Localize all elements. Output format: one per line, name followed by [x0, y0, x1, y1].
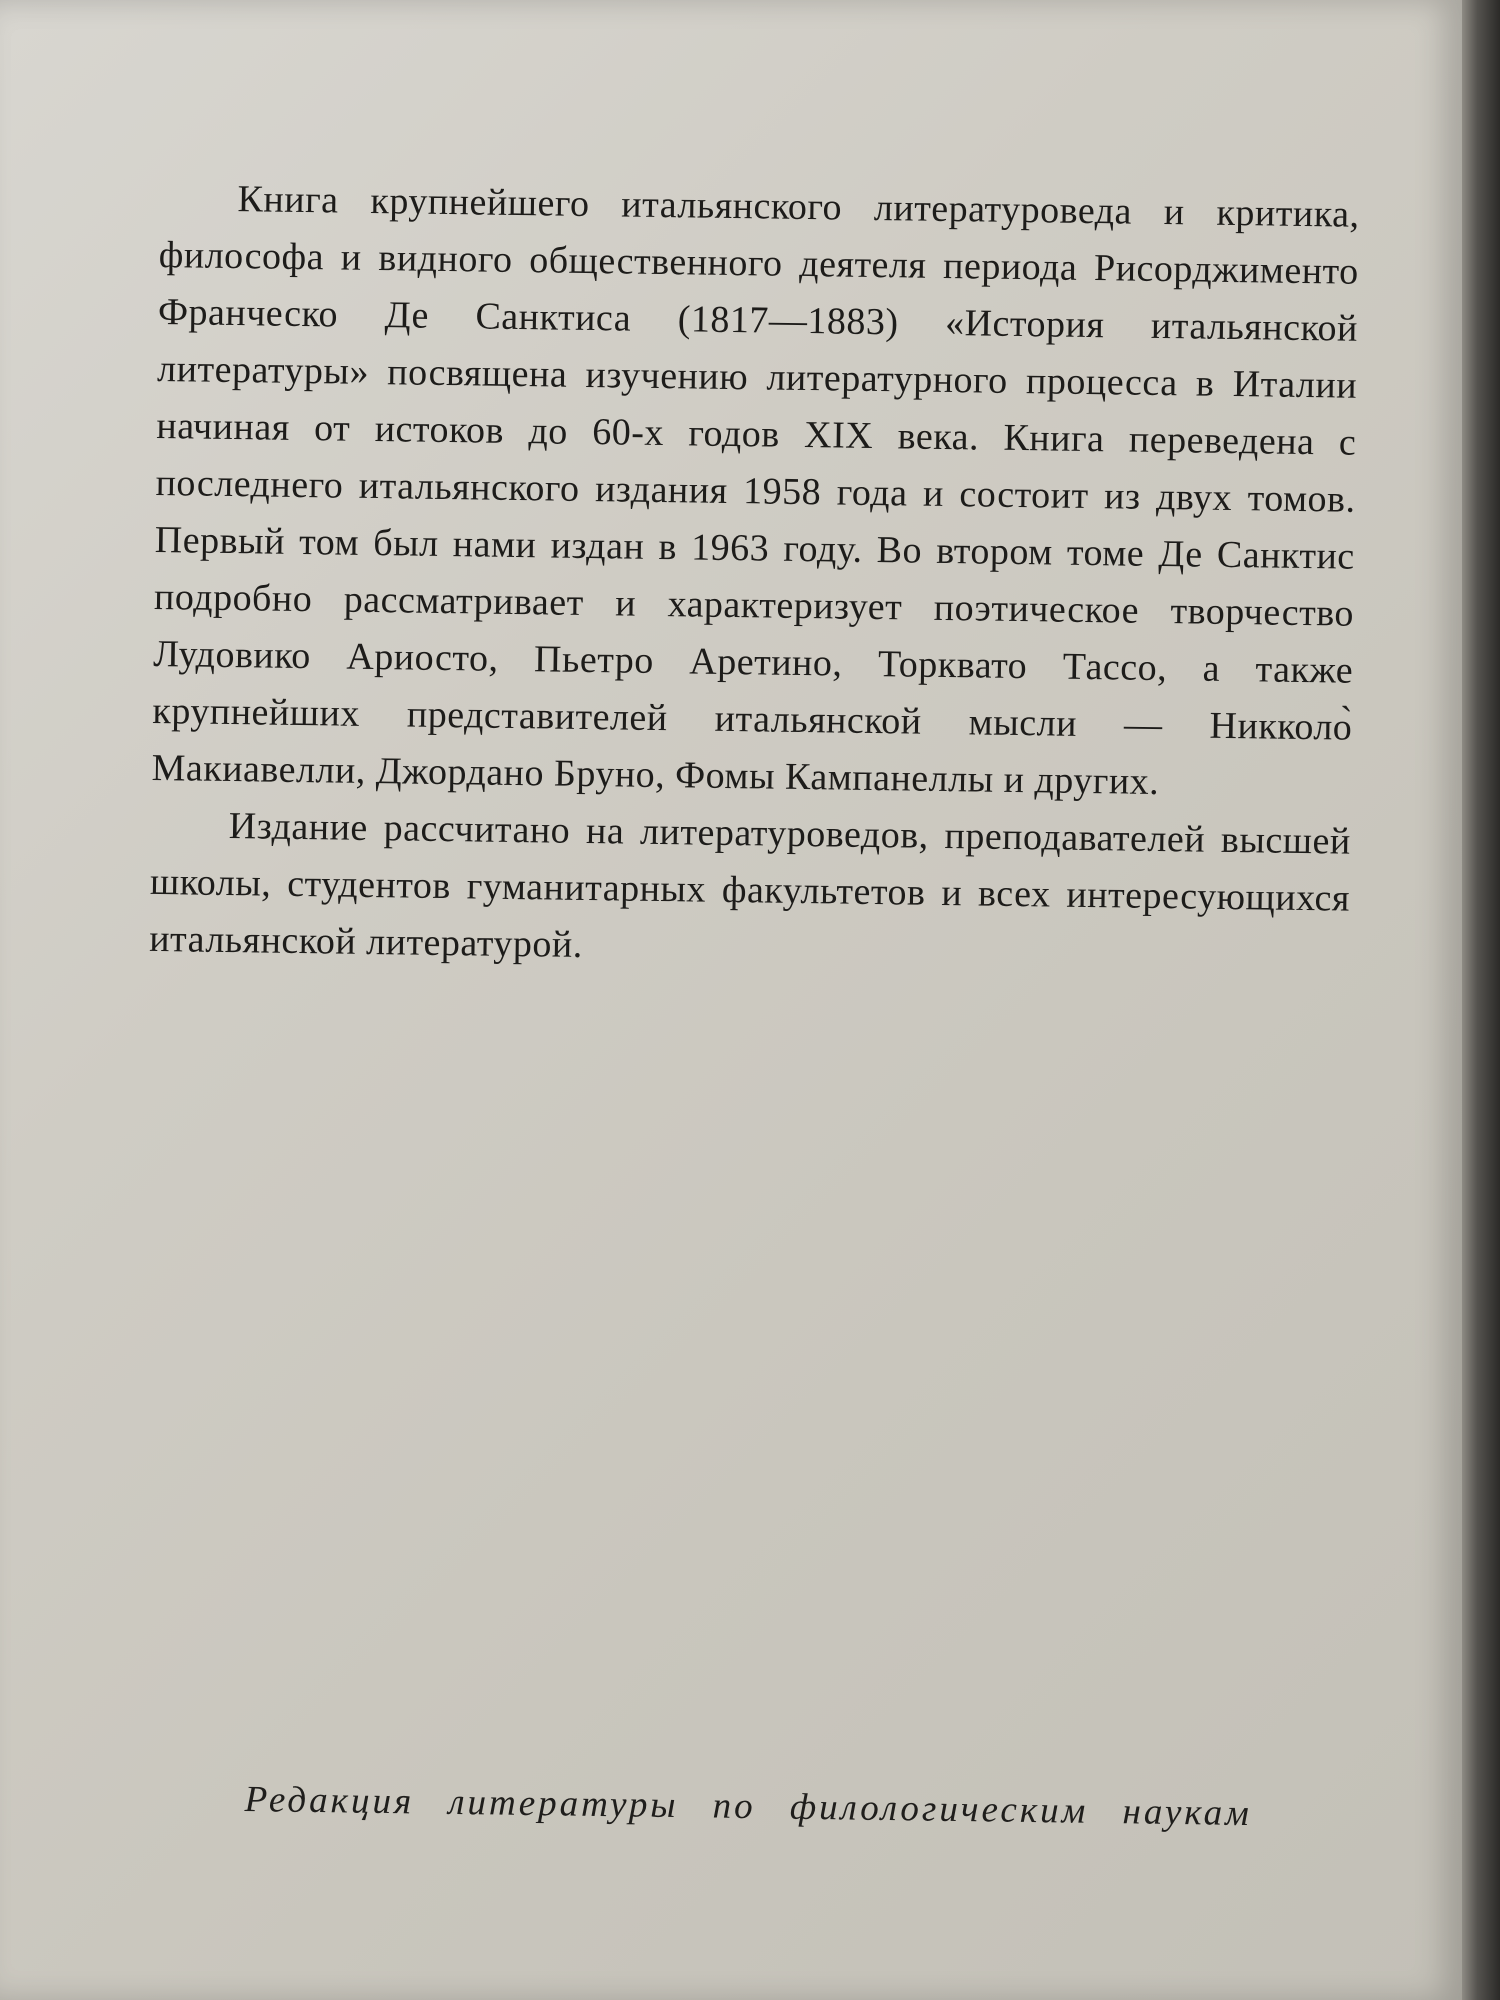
editorial-footer: Редакция литературы по филологическим наукам — [244, 1778, 1253, 1835]
paragraph-annotation: Книга крупнейшего итальянского литературоведа и критика, философа и видного общественного деятеля периода Рисорджименто Франческо Де Санктиса (1817—1883) «История итальянской литературы» посвящена изучению литературного процесса в Италии начиная от истоков до 60-х годов XIX века. Книга переведена с последнего итальянского издания 1958 года и состоит из двух томов. Первый том был нами издан в 1963 году. Во втором томе Де Санктис подробно рассматривает и характеризует поэтическое творчество Лудовико Ариосто, Пьетро Аретино, Торквато Тассо, а также крупнейших представителей итальянской мысли — Никколо̀ Макиавелли, Джордано Бруно, Фомы Кампанеллы и других. — [151, 178, 1360, 804]
paragraph-audience: Издание рассчитано на литературоведов, преподавателей высшей школы, студентов гуманитарных факультетов и всех интересующихся итальянской литературой. — [148, 805, 1352, 966]
annotation-text — [149, 170, 1360, 985]
page-edge-shadow — [1462, 0, 1500, 2000]
